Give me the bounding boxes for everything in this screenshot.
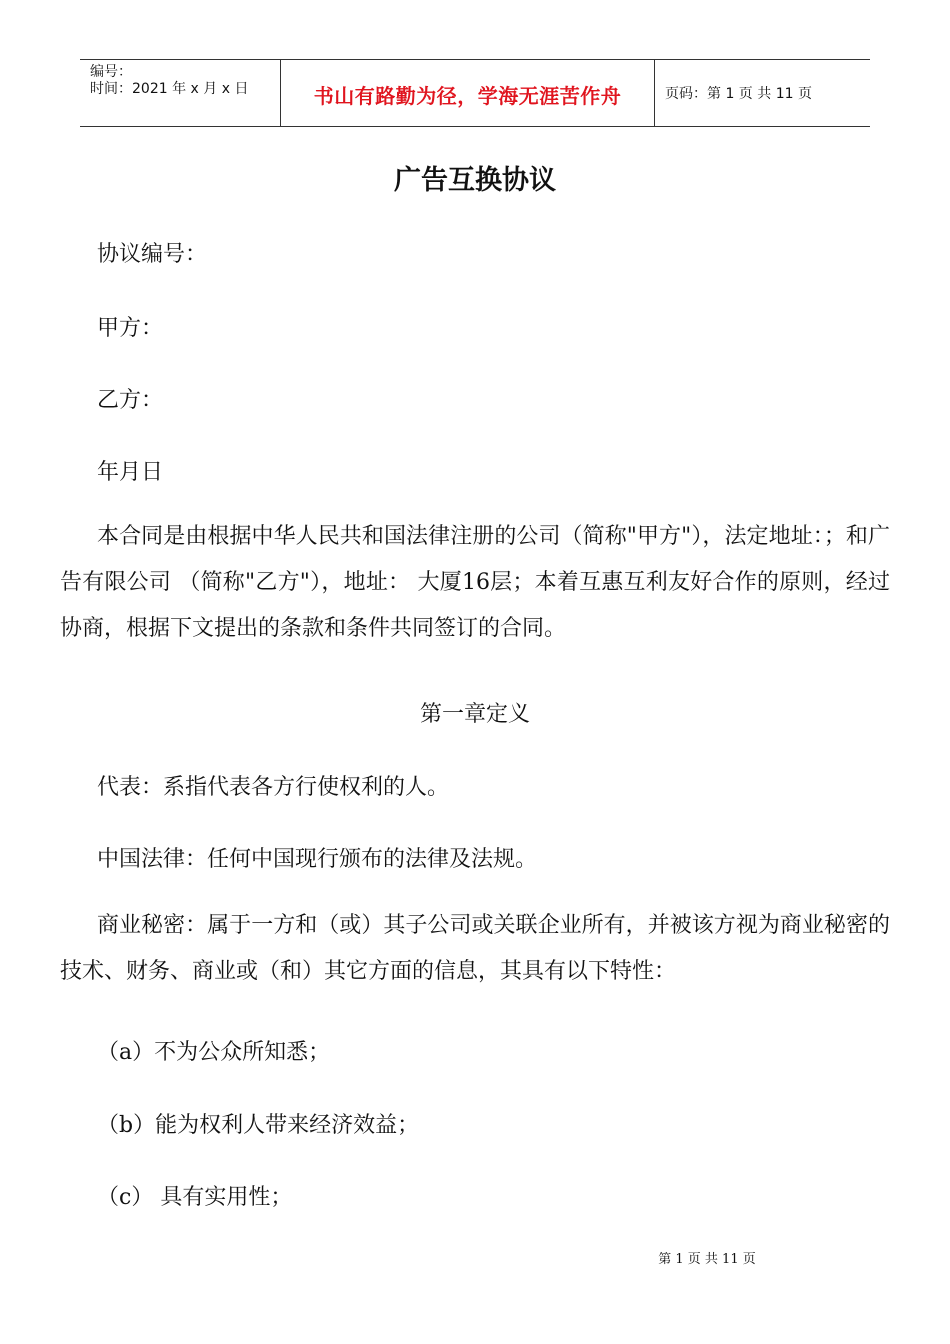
header-motto-cell — [281, 60, 655, 126]
definition-china-law: 中国法律：任何中国现行颁布的法律及法规。 — [97, 847, 538, 872]
header-meta — [80, 60, 281, 126]
document-date-label: 时间：2021 年 x 月 x 日 — [90, 81, 249, 97]
list-item-b: （b）能为权利人带来经济效益； — [97, 1113, 420, 1138]
page-footer: 第 1 页 共 11 页 — [658, 1252, 756, 1267]
page-header — [80, 59, 870, 127]
header-page-info: 页码：第 1 页 共 11 页 — [665, 86, 812, 102]
document-title: 广告互换协议 — [394, 165, 556, 196]
agreement-number: 协议编号： — [97, 242, 208, 267]
agreement-date: 年月日 — [97, 460, 164, 485]
party-b: 乙方： — [97, 388, 164, 413]
header-page-info-cell — [655, 60, 870, 126]
list-item-c: （c） 具有实用性； — [97, 1185, 293, 1210]
header-motto: 书山有路勤为径，学海无涯苦作舟 — [313, 83, 622, 108]
document-number-label: 编号： — [90, 64, 132, 80]
intro-paragraph: 本合同是由根据中华人民共和国法律注册的公司（简称"甲方"），法定地址：；和广告有限公司 （简称"乙方"），地址： 大厦16层；本着互惠互利友好合作的原则，经过协商，根据下文提出的条款和条件共同签订的合同。 — [60, 524, 890, 641]
party-a: 甲方： — [97, 316, 164, 341]
chapter-heading: 第一章定义 — [419, 702, 530, 727]
definition-trade-secret: 商业秘密：属于一方和（或）其子公司或关联企业所有，并被该方视为商业秘密的技术、财务、商业或（和）其它方面的信息，其具有以下特性： — [60, 913, 890, 984]
list-item-a: （a）不为公众所知悉； — [97, 1040, 331, 1065]
definition-representative: 代表：系指代表各方行使权利的人。 — [97, 775, 450, 800]
